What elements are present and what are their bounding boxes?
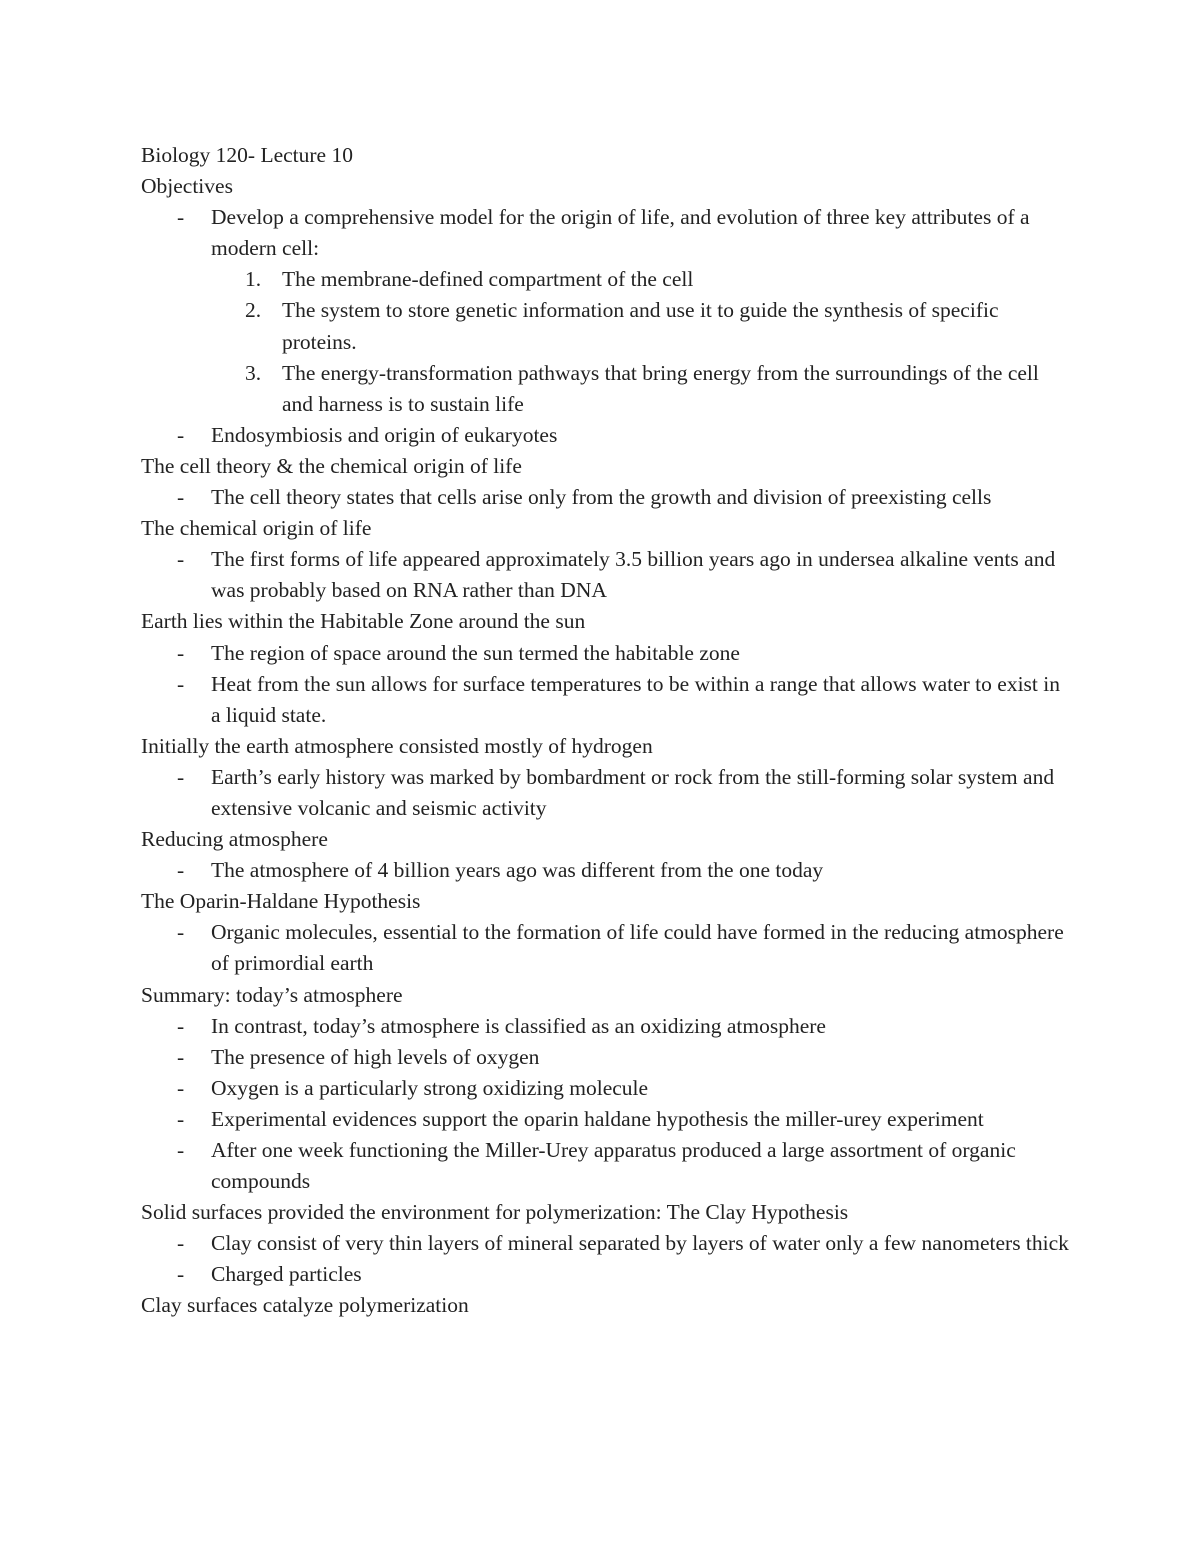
list-item-text: Develop a comprehensive model for the origin of life, and evolution of three key attributes of a modern cell: <box>211 205 1030 261</box>
numbered-item <box>211 295 1071 357</box>
bullet-marker: - <box>177 920 185 945</box>
list-item-text: Endosymbiosis and origin of eukaryotes <box>211 422 558 447</box>
list-item-text: After one week functioning the Miller-Urey apparatus produced a large assortment of organic compounds <box>211 1138 1016 1194</box>
list-item <box>141 482 1081 513</box>
numbered-list <box>211 264 1071 419</box>
list-item-text: The cell theory states that cells arise only from the growth and division of preexisting cells <box>211 485 992 510</box>
section-heading-cell-theory: The cell theory & the chemical origin of life <box>141 453 522 478</box>
bullet-marker: - <box>177 205 185 230</box>
section-heading-oparin-haldane: The Oparin-Haldane Hypothesis <box>141 889 421 914</box>
list-item-text: In contrast, today’s atmosphere is classified as an oxidizing atmosphere <box>211 1013 826 1038</box>
bullet-marker: - <box>177 671 185 696</box>
bullet-marker: - <box>177 858 185 883</box>
bullet-list <box>141 1011 1081 1198</box>
bullet-list <box>141 1228 1081 1290</box>
list-item <box>141 638 1081 669</box>
list-item <box>141 1228 1081 1259</box>
section-heading-summary: Summary: today’s atmosphere <box>141 982 403 1007</box>
list-item-text: The atmosphere of 4 billion years ago was different from the one today <box>211 858 824 883</box>
list-item <box>141 762 1081 824</box>
list-item-text: Earth’s early history was marked by bombardment or rock from the still-forming solar system and extensive volcanic and seismic activity <box>211 764 1055 820</box>
bullet-marker: - <box>177 1044 185 1069</box>
number-marker: 2. <box>245 298 262 323</box>
list-item <box>141 420 1081 451</box>
bullet-list <box>141 202 1081 451</box>
section-heading-chemical-origin: The chemical origin of life <box>141 516 372 541</box>
bullet-list <box>141 855 1081 886</box>
list-item <box>141 855 1081 886</box>
section-heading-clay-surfaces: Clay surfaces catalyze polymerization <box>141 1293 469 1318</box>
bullet-list <box>141 482 1081 513</box>
bullet-list <box>141 638 1081 731</box>
list-item <box>141 1259 1081 1290</box>
bullet-marker: - <box>177 1262 185 1287</box>
bullet-marker: - <box>177 1138 185 1162</box>
section-heading-clay-hypothesis: Solid surfaces provided the environment for polymerization: The Clay Hypothesis <box>141 1200 849 1225</box>
list-item-text: The presence of high levels of oxygen <box>211 1044 540 1069</box>
number-marker: 3. <box>245 360 262 385</box>
bullet-list <box>141 544 1081 606</box>
bullet-list <box>141 917 1081 979</box>
list-item <box>141 1104 1081 1135</box>
list-item <box>141 669 1081 731</box>
list-item-text: Oxygen is a particularly strong oxidizing molecule <box>211 1075 649 1100</box>
numbered-item-text: The system to store genetic information and use it to guide the synthesis of specific proteins. <box>282 298 999 354</box>
bullet-marker: - <box>177 764 185 789</box>
bullet-marker: - <box>177 1231 185 1256</box>
list-item <box>141 1073 1081 1104</box>
document-title: Biology 120- Lecture 10 <box>141 143 353 167</box>
section-heading-objectives: Objectives <box>141 174 233 199</box>
list-item <box>141 1042 1081 1073</box>
bullet-marker: - <box>177 1075 185 1100</box>
bullet-marker: - <box>177 1106 185 1131</box>
list-item <box>141 1135 1081 1197</box>
numbered-item <box>211 358 1071 420</box>
number-marker: 1. <box>245 267 262 292</box>
section-heading-habitable-zone: Earth lies within the Habitable Zone around the sun <box>141 609 586 634</box>
list-item <box>141 917 1081 979</box>
numbered-item-text: The energy-transformation pathways that bring energy from the surroundings of the cell and harness is to sustain life <box>282 360 1039 416</box>
list-item <box>141 1011 1081 1042</box>
bullet-marker: - <box>177 485 185 510</box>
list-item-text: Experimental evidences support the oparin haldane hypothesis the miller-urey experiment <box>211 1106 984 1131</box>
bullet-marker: - <box>177 422 185 447</box>
bullet-marker: - <box>177 547 185 572</box>
list-item-text: Heat from the sun allows for surface temperatures to be within a range that allows water to exist in a liquid state. <box>211 671 1060 727</box>
list-item-text: The first forms of life appeared approximately 3.5 billion years ago in undersea alkaline vents and was probably based on RNA rather than DNA <box>211 547 1056 603</box>
numbered-item-text: The membrane-defined compartment of the cell <box>282 267 694 292</box>
list-item-text: Charged particles <box>211 1262 362 1287</box>
section-heading-early-atmosphere: Initially the earth atmosphere consisted mostly of hydrogen <box>141 733 653 758</box>
numbered-item <box>211 264 1071 295</box>
bullet-list <box>141 762 1081 824</box>
list-item <box>141 544 1081 606</box>
list-item-text: Clay consist of very thin layers of mineral separated by layers of water only a few nanometers thick <box>211 1231 1069 1256</box>
list-item-text: Organic molecules, essential to the formation of life could have formed in the reducing atmosphere of primordial earth <box>211 920 1064 976</box>
list-item-text: The region of space around the sun termed the habitable zone <box>211 640 740 665</box>
document-content <box>141 140 1081 1322</box>
section-heading-reducing-atmosphere: Reducing atmosphere <box>141 827 328 852</box>
bullet-marker: - <box>177 640 185 665</box>
list-item <box>141 202 1081 420</box>
bullet-marker: - <box>177 1013 185 1038</box>
